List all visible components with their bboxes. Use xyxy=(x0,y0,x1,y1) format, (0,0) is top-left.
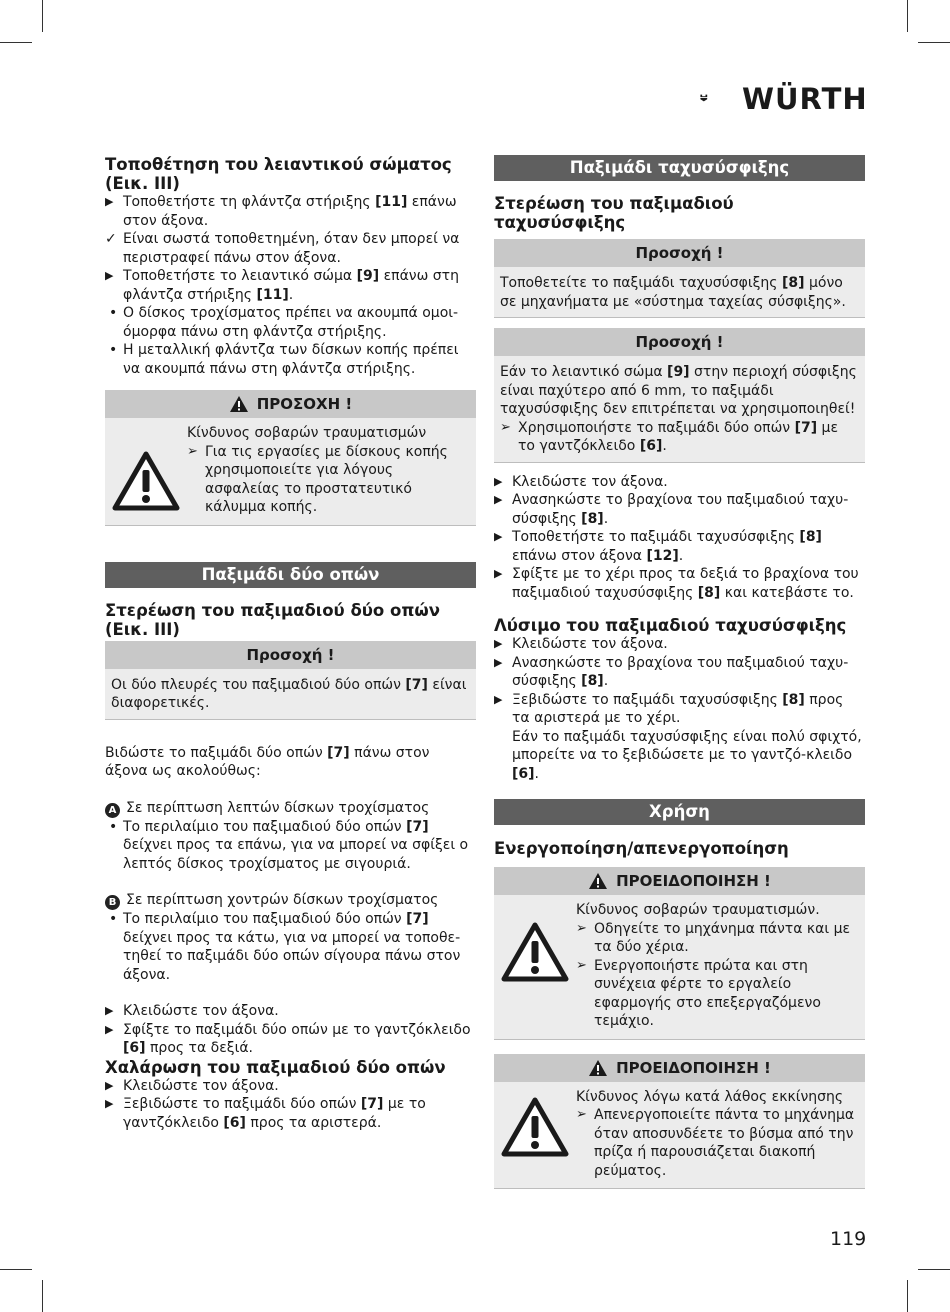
notice-title: Προσοχή ! xyxy=(494,328,865,356)
list-item-text: Ο δίσκος τροχίσματος πρέπει να ακουμπά ομοι-όμορφα πάνω στη φλάντζα στήριξης. xyxy=(123,305,459,340)
crop-mark xyxy=(907,0,908,32)
bullet-icon: ▶ xyxy=(105,1022,114,1036)
section-title-quick-nut: Παξιμάδι ταχυσύσφιξης xyxy=(494,155,865,181)
section-title-two-hole-nut: Παξιμάδι δύο οπών xyxy=(105,562,476,588)
caution-items xyxy=(187,443,466,517)
tighten-heading: Στερέωση του παξιμαδιού δύο οπών (Εικ. III) xyxy=(105,600,440,639)
notice-items xyxy=(500,419,859,456)
warning-box xyxy=(494,867,865,1040)
list-item-text: Κλειδώστε τον άξονα. xyxy=(123,1003,279,1019)
case-a-text: Το περιλαίμιο του παξιμαδιού δύο οπών [7] δείχνει προς τα επάνω, για να μπορεί να σφίξει ο λεπτός δίσκος τροχίσματος με σιγουριά. xyxy=(123,818,469,872)
warning-header xyxy=(494,867,865,895)
list-item-text: Κλειδώστε τον άξονα. xyxy=(512,473,668,490)
list-item xyxy=(105,1021,476,1058)
list-item-text: Ανασηκώστε το βραχίονα του παξιμαδιού ταχυ-σύσφιξης [8]. xyxy=(512,492,849,527)
list-item xyxy=(494,635,865,654)
list-item xyxy=(105,1002,476,1021)
crop-mark xyxy=(918,42,950,43)
list-item xyxy=(105,267,476,304)
list-item xyxy=(494,654,865,691)
list-item xyxy=(105,1095,476,1132)
list-item xyxy=(500,419,859,456)
list-item xyxy=(494,473,865,492)
list-item-text: Ξεβιδώστε το παξιμάδι δύο οπών [7] με το γαντζόκλειδο [6] προς τα αριστερά. xyxy=(123,1096,426,1131)
left-column xyxy=(105,155,476,1132)
bullet-icon: ▶ xyxy=(494,474,503,488)
notice-title: Προσοχή ! xyxy=(494,239,865,267)
list-item-text: Τοποθετήστε τη φλάντζα στήριξης [11] επάνω στον άξονα. xyxy=(123,194,457,229)
brand-logo-text: WÜRTH xyxy=(742,82,868,116)
notice-box xyxy=(105,641,476,720)
mount-heading: Τοποθέτηση του λειαντικού σώματος (Εικ. III) xyxy=(105,155,452,193)
wurth-logo-icon xyxy=(700,80,736,116)
list-item-text: Χρησιμοποιήστε το παξιμάδι δύο οπών [7] με το γαντζόκλειδο [6]. xyxy=(518,419,839,454)
case-a-badge: A xyxy=(105,803,120,818)
crop-mark xyxy=(907,1280,908,1312)
loosen-heading: Χαλάρωση του παξιμαδιού δύο οπών xyxy=(105,1057,446,1077)
notice-box xyxy=(494,239,865,318)
list-item xyxy=(576,920,855,957)
section-title-use: Χρήση xyxy=(494,799,865,825)
list-item xyxy=(105,304,476,341)
bullet-icon: ➢ xyxy=(576,957,587,973)
warning-text: Κίνδυνος σοβαρών τραυματισμών. xyxy=(576,902,820,918)
warning-items xyxy=(576,920,855,1031)
bullet-icon: ▶ xyxy=(105,195,114,208)
list-item-text: Τοποθετήστε το λειαντικό σώμα [9] επάνω στη φλάντζα στήριξης [11]. xyxy=(123,268,459,303)
list-item xyxy=(494,691,865,728)
list-item-text: Σφίξτε το παξιμάδι δύο οπών με το γαντζόκλειδο [6] προς τα δεξιά. xyxy=(123,1021,471,1056)
case-a-label: Σε περίπτωση λεπτών δίσκων τροχίσματος xyxy=(126,799,430,816)
release-note: Εάν το παξιμάδι ταχυσύσφιξης είναι πολύ σφιχτό, μπορείτε να το ξεβιδώσετε με το γαντζό-κλειδο [6]. xyxy=(512,728,862,782)
warning-title: ΠΡΟΕΙΔΟΠΟΙΗΣΗ ! xyxy=(616,1058,771,1077)
list-item xyxy=(576,957,855,1031)
bullet-icon: • xyxy=(109,305,118,321)
bullet-icon: ▶ xyxy=(494,530,503,543)
bullet-icon: ▶ xyxy=(494,655,503,669)
bullet-icon: ➢ xyxy=(576,920,587,936)
warning-box xyxy=(494,1054,865,1190)
notice-box xyxy=(494,328,865,463)
bullet-icon: ▶ xyxy=(494,567,503,580)
bullet-icon: ▶ xyxy=(105,1004,114,1017)
bullet-icon: ▶ xyxy=(494,637,503,650)
list-item xyxy=(494,565,865,602)
page-number: 119 xyxy=(830,1228,867,1250)
list-item-text: Ενεργοποιήστε πρώτα και στη συνέχεια φέρτε το εργαλείο εφαρμογής στο επεξεργαζόμενο τεμάχιο. xyxy=(594,957,821,1029)
list-item-text: Είναι σωστά τοποθετημένη, όταν δεν μπορεί να περιστραφεί πάνω στον άξονα. xyxy=(123,231,460,266)
list-item xyxy=(105,230,476,267)
notice-title: Προσοχή ! xyxy=(105,641,476,669)
warning-items xyxy=(576,1106,855,1180)
list-item-text: Τοποθετήστε το παξιμάδι ταχυσύσφιξης [8] επάνω στον άξονα [12]. xyxy=(512,529,822,564)
right-column xyxy=(494,155,865,1189)
list-item xyxy=(494,491,865,528)
caution-box xyxy=(105,390,476,526)
crop-mark xyxy=(918,1269,950,1270)
notice-text: Τοποθετείτε το παξιμάδι ταχυσύσφιξης [8] μόνο σε μηχανήματα με «σύστημα ταχείας σύσφιξης». xyxy=(500,275,846,310)
warning-triangle-icon xyxy=(588,1059,608,1077)
warning-triangle-icon xyxy=(500,1096,570,1158)
bullet-icon: ➢ xyxy=(576,1107,587,1122)
lock-steps-list xyxy=(105,1002,476,1058)
screw-intro: Βιδώστε το παξιμάδι δύο οπών [7] πάνω στον άξονα ως ακολούθως: xyxy=(105,744,430,779)
crop-mark xyxy=(0,1269,32,1270)
list-item xyxy=(494,528,865,565)
fix-steps-list xyxy=(494,473,865,603)
bullet-icon: ➢ xyxy=(187,443,198,459)
bullet-icon: ▶ xyxy=(105,1078,114,1092)
notice-text: Εάν το λειαντικό σώμα [9] στην περιοχή σύσφιξης είναι παχύτερο από 6 mm, το παξιμάδι ταχυσύσφιξης δεν επιτρέπεται να χρησιμοποιηθεί! xyxy=(500,364,857,417)
list-item-text: Για τις εργασίες με δίσκους κοπής χρησιμοποιείτε για λόγους ασφαλείας το προστατευτικό κάλυμμα κοπής. xyxy=(205,443,448,515)
case-a: A Σε περίπτωση λεπτών δίσκων τροχίσματος • Το περιλαίμιο του παξιμαδιού δύο οπών [7] δείχνει προς τα επάνω, για να μπορεί να σφίξει ο λεπτός δίσκος τροχίσματος με σιγουριά. xyxy=(105,799,476,874)
list-item xyxy=(105,193,476,230)
list-item-text: Ανασηκώστε το βραχίονα του παξιμαδιού ταχυ-σύσφιξης [8]. xyxy=(512,654,849,689)
case-b: B Σε περίπτωση χοντρών δίσκων τροχίσματος • Το περιλαίμιο του παξιμαδιού δύο οπών [7] δείχνει προς τα κάτω, για να μπορεί να τοποθε-τηθεί το παξιμάδι δύο οπών σίγουρα πάνω στον άξονα. xyxy=(105,891,476,984)
case-b-badge: B xyxy=(105,895,120,910)
bullet-icon: • xyxy=(109,342,118,358)
list-item xyxy=(105,1077,476,1096)
crop-mark xyxy=(0,42,32,43)
fix-heading: Στερέωση του παξιμαδιού ταχυσύσφιξης xyxy=(494,194,734,232)
crop-mark xyxy=(42,1280,43,1312)
loosen-steps-list xyxy=(105,1077,476,1133)
warning-triangle-icon xyxy=(588,872,608,890)
case-b-label: Σε περίπτωση χοντρών δίσκων τροχίσματος xyxy=(126,892,439,908)
caution-title: ΠΡΟΣΟΧΗ ! xyxy=(256,395,353,413)
onoff-heading: Ενεργοποίηση/απενεργοποίηση xyxy=(494,839,789,858)
crop-mark xyxy=(42,0,43,32)
release-heading: Λύσιμο του παξιμαδιού ταχυσύσφιξης xyxy=(494,616,847,635)
warning-triangle-icon xyxy=(500,921,570,983)
list-item-text: Η μεταλλική φλάντζα των δίσκων κοπής πρέπει να ακουμπά πάνω στη φλάντζα στήριξης. xyxy=(123,342,459,377)
case-b-text: Το περιλαίμιο του παξιμαδιού δύο οπών [7] δείχνει προς τα κάτω, για να μπορεί να τοποθε-τηθεί το παξιμάδι δύο οπών σίγουρα πάνω στον άξονα. xyxy=(123,911,461,983)
list-item-text: Απενεργοποιείτε πάντα το μηχάνημα όταν αποσυνδέετε το βύσμα από την πρίζα ή παρουσιάζεται διακοπή ρεύματος. xyxy=(594,1107,855,1179)
bullet-icon: ▶ xyxy=(105,1097,114,1110)
warning-text: Κίνδυνος λόγω κατά λάθος εκκίνησης xyxy=(576,1088,844,1105)
notice-text: Οι δύο πλευρές του παξιμαδιού δύο οπών [7] είναι διαφορετικές. xyxy=(111,676,467,711)
release-steps-list xyxy=(494,635,865,728)
warning-header xyxy=(494,1054,865,1082)
list-item xyxy=(187,443,466,517)
warning-triangle-icon xyxy=(111,450,181,512)
list-item-text: Κλειδώστε τον άξονα. xyxy=(512,636,668,652)
bullet-icon: ✓ xyxy=(105,231,117,247)
list-item-text: Κλειδώστε τον άξονα. xyxy=(123,1077,279,1094)
list-item xyxy=(576,1106,855,1180)
bullet-icon: ▶ xyxy=(494,493,503,506)
bullet-icon: ➢ xyxy=(500,419,511,435)
caution-header xyxy=(105,390,476,418)
warning-triangle-icon xyxy=(229,395,249,413)
bullet-icon: ▶ xyxy=(494,692,503,706)
list-item-text: Οδηγείτε το μηχάνημα πάντα και με τα δύο χέρια. xyxy=(594,920,851,955)
caution-text: Κίνδυνος σοβαρών τραυματισμών xyxy=(187,425,427,441)
list-item-text: Σφίξτε με το χέρι προς τα δεξιά το βραχίονα του παξιμαδιού ταχυσύσφιξης [8] και κατεβάστε το. xyxy=(512,566,859,601)
mount-steps-list xyxy=(105,193,476,378)
bullet-icon: ▶ xyxy=(105,269,114,282)
list-item xyxy=(105,341,476,378)
list-item-text: Ξεβιδώστε το παξιμάδι ταχυσύσφιξης [8] προς τα αριστερά με το χέρι. xyxy=(512,691,844,726)
warning-title: ΠΡΟΕΙΔΟΠΟΙΗΣΗ ! xyxy=(616,872,771,890)
